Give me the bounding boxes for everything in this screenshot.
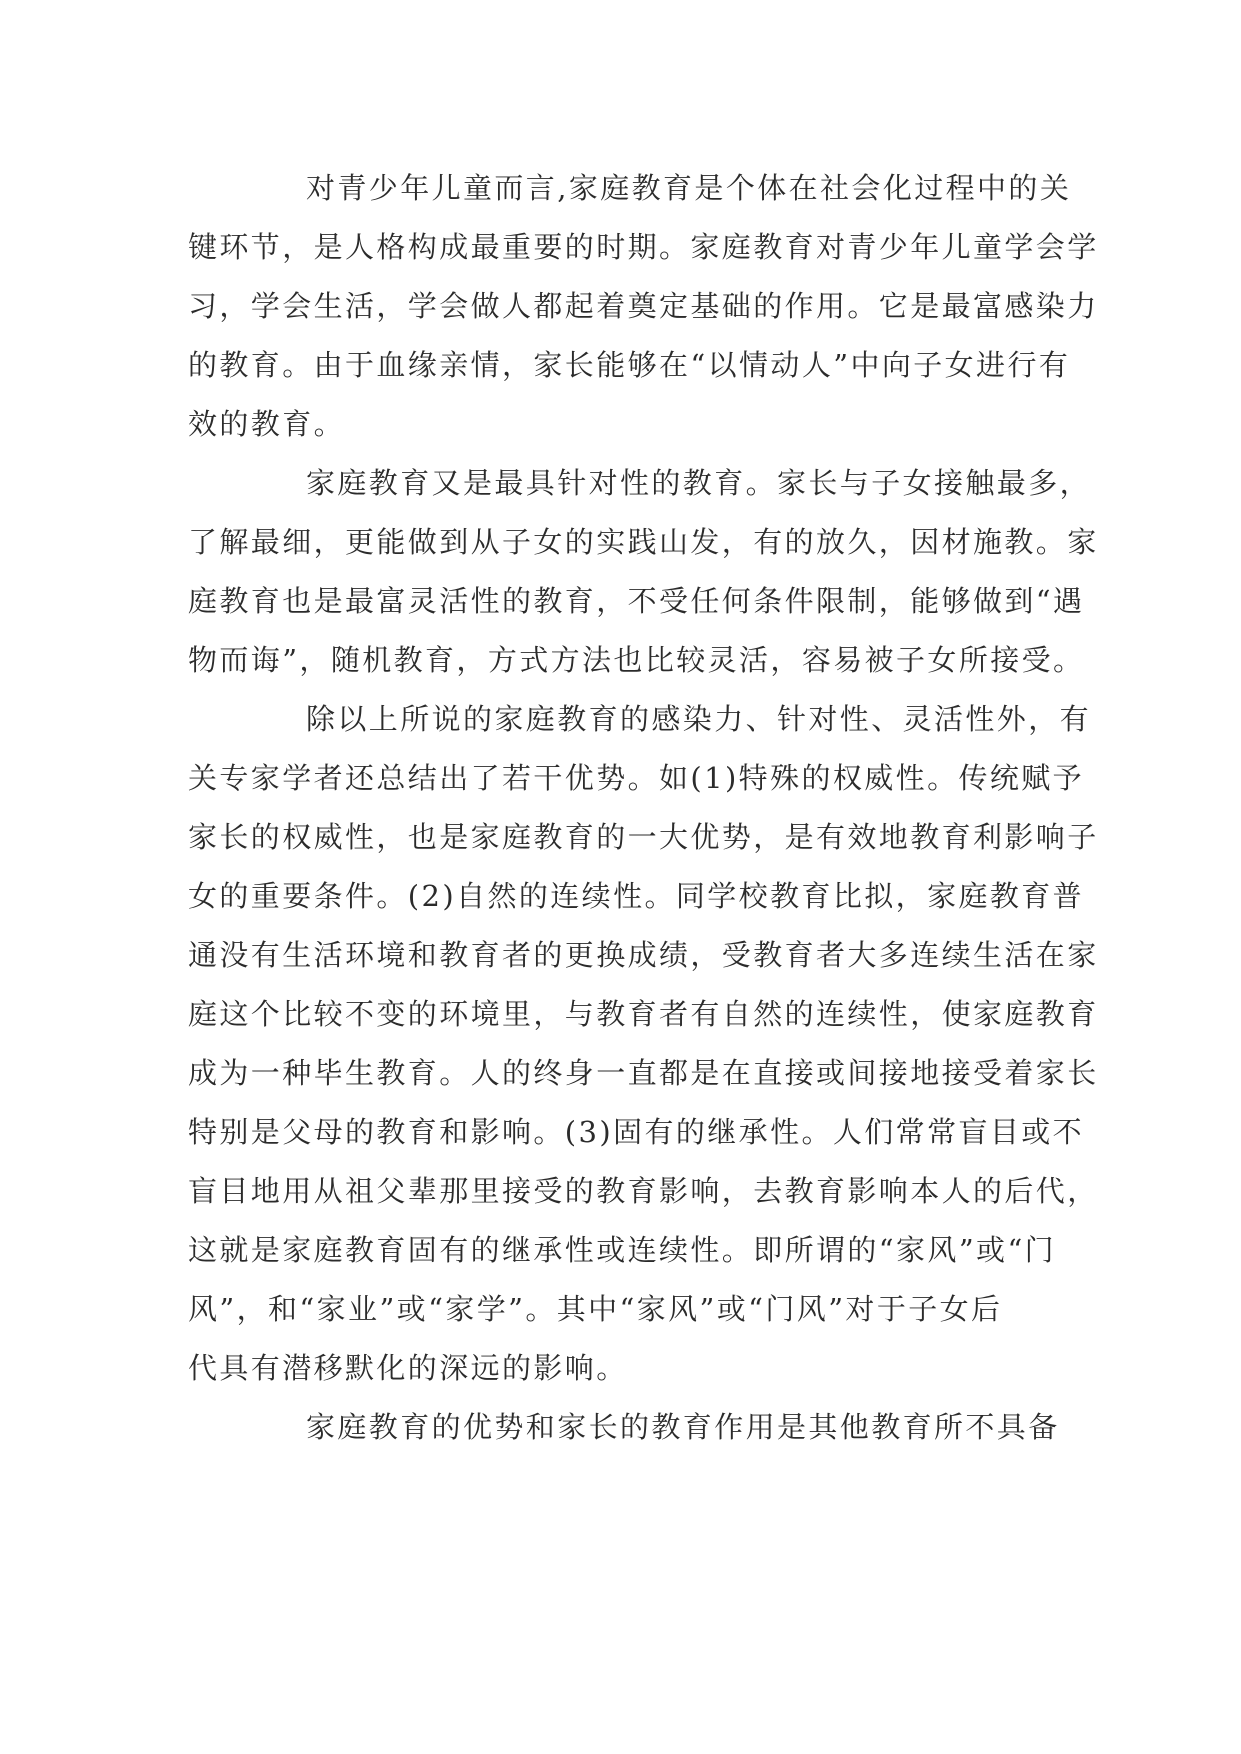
paragraph-1-line-3: 习，学会生活，学会做人都起着奠定基础的作用。它是最富感染力 (188, 289, 1099, 323)
paragraph-1-line-2: 键环节，是人格构成最重要的时期。家庭教育对青少年儿童学会学 (188, 230, 1099, 264)
paragraph-2-line-4: 物而诲”，随机教育，方式方法也比较灵活，容易被子女所接受。 (188, 643, 1085, 677)
paragraph-3-line-4: 女的重要条件。(2)自然的连续性。同学校教育比拟，家庭教育普 (188, 879, 1085, 913)
paragraph-3-line-7: 成为一种毕生教育。人的终身一直都是在直接或间接地接受着家长 (188, 1056, 1099, 1090)
paragraph-3-line-3: 家长的权威性，也是家庭教育的一大优势，是有效地教育利影响子 (188, 820, 1099, 854)
paragraph-3-line-2: 关专家学者还总结出了若干优势。如(1)特殊的权威性。传统赋予 (188, 761, 1085, 795)
paragraph-2-line-2: 了解最细，更能做到从子女的实践山发，有的放久，因材施教。家 (188, 525, 1099, 559)
paragraph-3-line-11: 风”，和“家业”或“家学”。其中“家风”或“门风”对于子女后 (188, 1292, 1003, 1326)
paragraph-1-line-5: 效的教育。 (188, 407, 346, 441)
paragraph-3-line-5: 通没有生活环境和教育者的更换成绩，受教育者大多连续生活在家 (188, 938, 1099, 972)
paragraph-3-line-8: 特别是父母的教育和影响。(3)固有的继承性。人们常常盲目或不 (188, 1115, 1085, 1149)
paragraph-3-line-10: 这就是家庭教育固有的继承性或连续性。即所谓的“家风”或“门 (188, 1233, 1057, 1267)
paragraph-1-line-1: 对青少年儿童而言,家庭教育是个体在社会化过程中的关 (306, 171, 1072, 205)
paragraph-3-line-6: 庭这个比较不变的环境里，与教育者有自然的连续性，使家庭教育 (188, 997, 1099, 1031)
paragraph-3-line-9: 盲目地用从祖父辈那里接受的教育影响，去教育影响本人的后代， (188, 1174, 1099, 1208)
paragraph-1-line-4: 的教育。由于血缘亲情，家长能够在“以情动人”中向子女进行有 (188, 348, 1071, 382)
paragraph-2-line-3: 庭教育也是最富灵活性的教育，不受任何条件限制，能够做到“遇 (188, 584, 1085, 618)
paragraph-4-line-1: 家庭教育的优势和家长的教育作用是其他教育所不具备 (306, 1410, 1060, 1444)
paragraph-3-line-12: 代具有潜移默化的深远的影响。 (188, 1351, 628, 1385)
paragraph-2-line-1: 家庭教育又是最具针对性的教育。家长与子女接触最多， (306, 466, 1092, 500)
paragraph-3-line-1: 除以上所说的家庭教育的感染力、针对性、灵活性外，有 (306, 702, 1092, 736)
